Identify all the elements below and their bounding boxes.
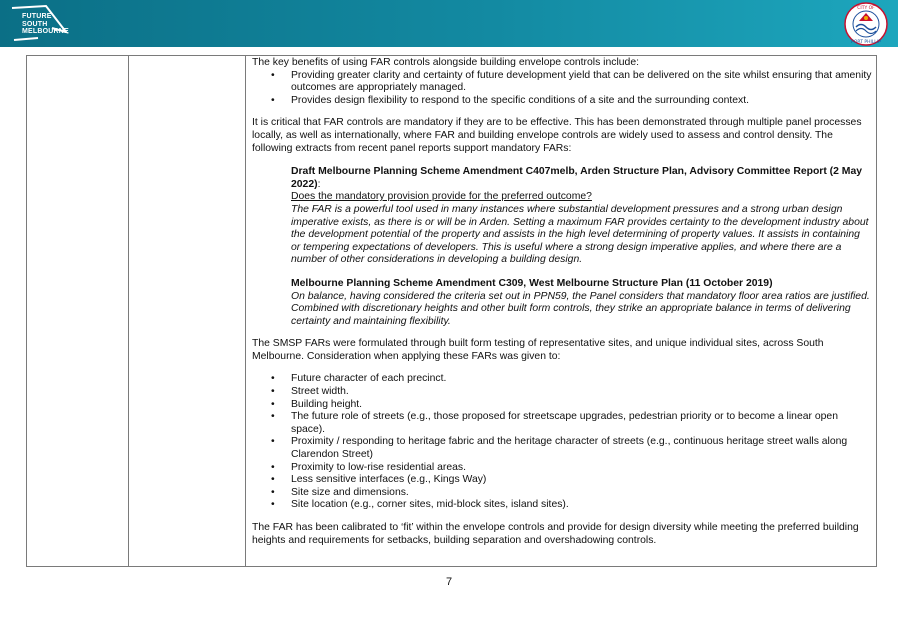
column-divider — [245, 56, 246, 566]
list-item: • Site size and dimensions. — [252, 487, 872, 500]
list-item: • Providing greater clarity and certainty of future development yield that can be delivered on the site whilst ensuring that amenity outcomes are appropriately managed. — [252, 70, 872, 95]
seal-text — [0, 0, 1, 1]
page-header — [0, 0, 898, 47]
document-table — [26, 55, 877, 567]
smsp-paragraph: The SMSP FARs were formulated through built form testing of representative sites, and unique individual sites, across South Melbourne. Consideration when applying these FARs was given to: — [252, 338, 824, 362]
list-item: • Future character of each precinct. — [252, 373, 872, 386]
list-item: • Provides design flexibility to respond to the specific conditions of a site and the surrounding context. — [252, 95, 872, 108]
logo-line: SOUTH — [22, 20, 48, 28]
considerations-list — [252, 373, 872, 512]
intro-text: The key benefits of using FAR controls alongside building envelope controls include: — [252, 57, 639, 68]
list-item: • Site location (e.g., corner sites, mid-block sites, island sites). — [252, 499, 872, 512]
svg-text:CITY OF: CITY OF — [857, 6, 875, 11]
quote-title: Draft Melbourne Planning Scheme Amendment C407melb, Arden Structure Plan, Advisory Committee Report (2 May 2022) — [291, 166, 863, 190]
list-item: • Proximity / responding to heritage fabric and the heritage character of streets (e.g., continuous heritage street walls along Clarendon Street) — [252, 436, 872, 461]
quote-title: Melbourne Planning Scheme Amendment C309, West Melbourne Structure Plan (11 October 2019) — [291, 277, 773, 289]
quote-body: The FAR is a powerful tool used in many instances where substantial development pressures and a strong urban design imperative exists, as there is or will be in Arden. Setting a maximum FAR provides certainty to the development industry about the development potential of the property and assists in the high level determining of property values. It assists in containing or tempering expectations of developers. This is useful where a strong design imperative applies, and where there are a number of other considerations in developing a building design. — [291, 203, 869, 266]
list-item: • Building height. — [252, 399, 872, 412]
list-item: • Street width. — [252, 386, 872, 399]
logo-text — [22, 13, 69, 36]
content-cell — [252, 57, 872, 547]
panel-quote-arden — [252, 166, 872, 267]
closing-paragraph: The FAR has been calibrated to ‘fit’ within the envelope controls and provide for design diversity while meeting the preferred building heights and requirements for setbacks, building separation and overshadowing controls. — [252, 522, 859, 546]
quote-title-suffix: : — [317, 178, 321, 190]
column-divider — [128, 56, 129, 566]
svg-text:PORT PHILLIP: PORT PHILLIP — [851, 40, 881, 45]
benefits-list — [252, 70, 872, 108]
logo-line: MELBOURNE — [22, 28, 69, 35]
quote-body: On balance, having considered the criteria set out in PPN59, the Panel considers that mandatory floor area ratios are justified. Combined with discretionary heights and other built form controls, they strike an appropriate balance in terms of delivering certainty and maintaining flexibility. — [291, 290, 870, 327]
quote-question: Does the mandatory provision provide for the preferred outcome? — [291, 191, 592, 203]
list-item: • Less sensitive interfaces (e.g., Kings Way) — [252, 474, 872, 487]
panel-quote-west-melbourne — [252, 278, 872, 328]
page-number: 7 — [445, 576, 453, 588]
city-of-port-phillip-seal — [843, 1, 889, 47]
list-item: • The future role of streets (e.g., those proposed for streetscape upgrades, pedestrian priority or to become a linear open space). — [252, 411, 872, 436]
logo-line: FUTURE — [22, 13, 52, 20]
list-item: • Proximity to low-rise residential areas. — [252, 462, 872, 475]
critical-paragraph: It is critical that FAR controls are mandatory if they are to be effective. This has been demonstrated through multiple panel processes locally, as well as internationally, where FAR and building envelope controls are widely used to assess and control density. The following extracts from recent panel reports support mandatory FARs: — [252, 117, 862, 154]
